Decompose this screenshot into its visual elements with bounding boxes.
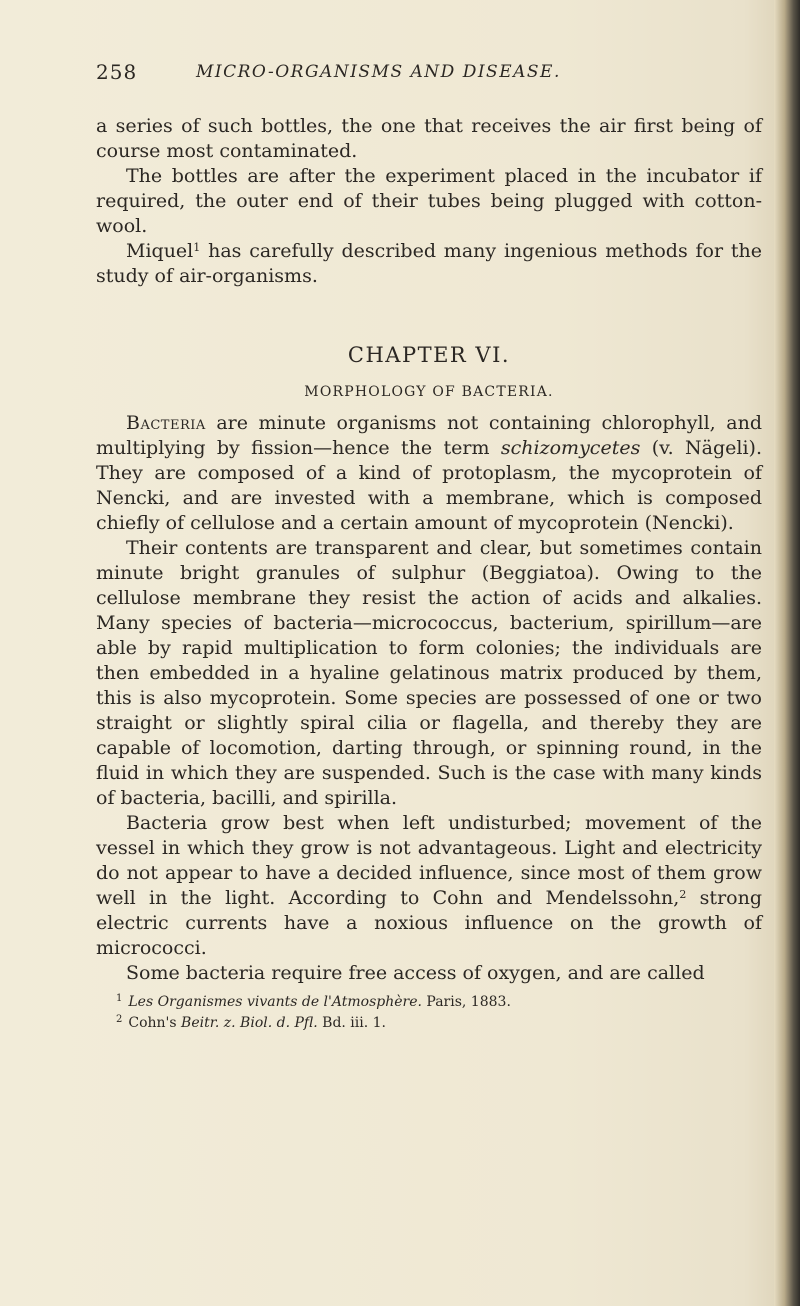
paragraph-text: Some bacteria require free access of oxygen, and are called (126, 962, 705, 984)
paragraph-continued (96, 114, 762, 164)
footnote-mark: 1 (116, 993, 123, 1004)
footnote-text: Cohn's (128, 1015, 182, 1031)
paragraph-text: Their contents are transparent and clear, but sometimes contain minute bright granules of sulphur (Beggiatoa). Owing to the cellulose membrane they resist the action of acids and alkalies. Many species of bacteria—micrococcus, bacterium, spirillum—are able by rapid multiplication to form colonies; the individuals are then embedded in a hyaline gelatinous matrix produced by them, this is also mycoprotein. Some species are possessed of one or two straight or slightly spiral cilia or flagella, and thereby they are capable of locomotion, darting through, or spinning round, in the fluid in which they are suspended. Such is the case with many kinds of bacteria, bacilli, and spirilla. (96, 537, 762, 809)
footnote-title: Beitr. z. Biol. d. Pfl. (181, 1015, 318, 1031)
lead-word: Bacteria (126, 412, 206, 434)
italic-term: schizomycetes (500, 437, 641, 459)
footnote-reference: 2 (679, 888, 687, 901)
paragraph-text: Bacteria grow best when left undisturbed; movement of the vessel in which they grow is not advantageous. Light and electricity do not appear to have a decided influence, since most of them grow well in the light. According to Cohn and Mendelssohn, (96, 812, 762, 909)
footnote-1 (96, 990, 762, 1011)
footnote-mark: 2 (116, 1014, 123, 1025)
paragraph-oxygen (96, 961, 762, 986)
footnote-reference: 1 (193, 241, 201, 254)
paragraph-bacteria-definition (96, 411, 762, 536)
page-body (96, 114, 762, 1032)
paragraph-text: The bottles are after the experiment placed in the incubator if required, the outer end of their tubes being plugged with cotton-wool. (96, 165, 762, 237)
paragraph-text: has carefully described many ingenious methods for the study of air-organisms. (96, 240, 762, 287)
paragraph-text: strong electric currents have a noxious influence on the growth of micrococci. (96, 887, 762, 959)
paragraph-bacteria-growth (96, 811, 762, 961)
running-head-title: MICRO-ORGANISMS AND DISEASE. (196, 62, 561, 82)
paragraph-text: (v. Nägeli). They are composed of a kind of protoplasm, the mycoprotein of Nencki, and are invested with a membrane, which is composed chiefly of cellulose and a certain amount of mycoprotein (Nencki). (96, 437, 762, 534)
page-number: 258 (96, 60, 138, 84)
paragraph-text: a series of such bottles, the one that receives the air first being of course most contaminated. (96, 115, 762, 162)
footnote-title: Les Organismes vivants de l'Atmosphère. (128, 994, 422, 1010)
page-edge-shadow (774, 0, 800, 1306)
chapter-title: CHAPTER VI. (347, 343, 511, 367)
footnote-text: Bd. iii. 1. (317, 1015, 386, 1031)
paragraph-miquel (96, 239, 762, 289)
paragraph-bacteria-contents (96, 536, 762, 811)
running-head (96, 60, 756, 90)
footnote-2 (96, 1011, 762, 1032)
paragraph-incubator (96, 164, 762, 239)
section-title: MORPHOLOGY OF BACTERIA. (304, 384, 554, 400)
paragraph-text: are minute organisms not containing chlorophyll, and multiplying by fission—hence the term (96, 412, 762, 459)
paragraph-text: Miquel (126, 240, 194, 262)
footnote-text: Paris, 1883. (421, 994, 511, 1010)
footnotes (96, 990, 762, 1032)
